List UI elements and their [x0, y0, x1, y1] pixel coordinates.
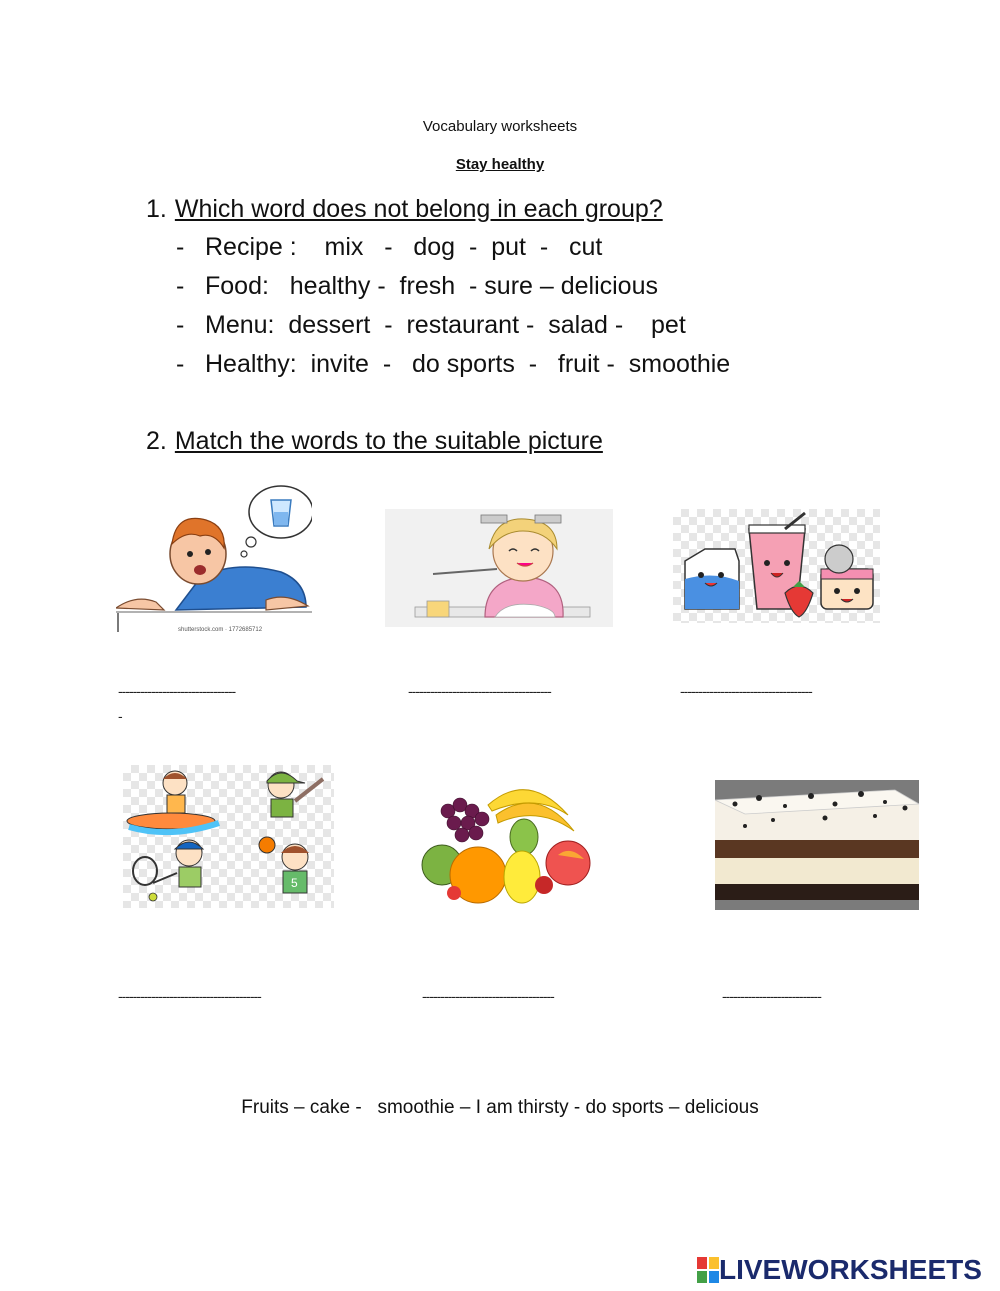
- bullet: -: [176, 272, 185, 300]
- group-text: Healthy: invite - do sports - fruit - smoothie: [205, 350, 731, 378]
- oreo-cake-icon: [715, 780, 919, 910]
- fruits-icon: [418, 775, 604, 911]
- answer-blank[interactable]: ------------------------------------: [422, 988, 554, 1004]
- answer-blank[interactable]: ---------------------------------------: [408, 683, 551, 699]
- smoothie-snacks-icon: [673, 509, 880, 623]
- answer-blank[interactable]: ------------------------------------: [680, 683, 812, 699]
- group-row-food: [176, 272, 658, 301]
- question-1-heading: [146, 195, 663, 224]
- svg-text:5: 5: [291, 876, 298, 890]
- answer-blank[interactable]: --------------------------------: [118, 683, 236, 699]
- thirsty-boy-icon: [116, 482, 312, 634]
- question-text: Which word does not belong in each group?: [174, 195, 663, 223]
- liveworksheets-logo-icon: [697, 1257, 719, 1283]
- page-subtitle: Vocabulary worksheets: [422, 118, 578, 135]
- girl-eating-icon: [385, 509, 613, 627]
- question-number: 1.: [146, 195, 167, 223]
- bullet: -: [176, 350, 185, 378]
- logo-text: LIVEWORKSHEETS: [719, 1254, 982, 1285]
- question-text: Match the words to the suitable picture: [174, 427, 603, 455]
- word-bank: Fruits – cake - smoothie – I am thirsty - do sports – delicious: [241, 1097, 759, 1118]
- kids-sports-icon: [123, 765, 334, 908]
- page-title: Stay healthy: [455, 156, 545, 173]
- question-2-heading: [146, 427, 603, 456]
- question-number: 2.: [146, 427, 167, 455]
- picture-caption: shutterstock.com · 1772685712: [178, 627, 263, 633]
- answer-blank[interactable]: ---------------------------------------: [118, 988, 261, 1004]
- bullet: -: [176, 233, 185, 261]
- group-text: Food: healthy - fresh - sure – delicious: [205, 272, 658, 300]
- group-row-menu: [176, 311, 686, 340]
- answer-blank[interactable]: ---------------------------: [722, 988, 821, 1004]
- group-row-healthy: [176, 350, 730, 379]
- group-text: Menu: dessert - restaurant - salad - pet: [205, 311, 686, 339]
- liveworksheets-logo: [697, 1253, 982, 1287]
- group-text: Recipe : mix - dog - put - cut: [205, 233, 603, 261]
- answer-blank-continuation: -: [118, 708, 122, 724]
- group-row-recipe: [176, 233, 602, 262]
- bullet: -: [176, 311, 185, 339]
